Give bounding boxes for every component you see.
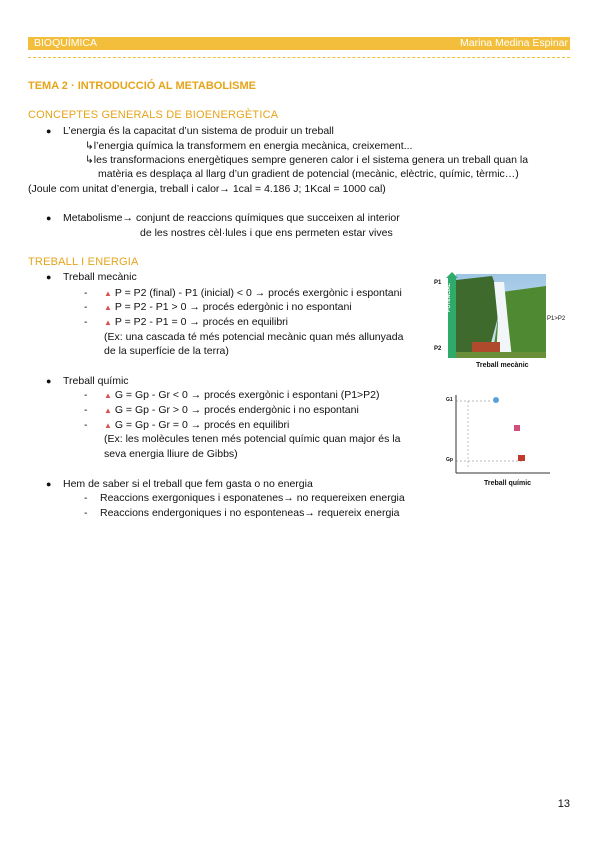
chemical-example-1: (Ex: les molècules tenen més potencial químic quan major és la — [104, 433, 401, 445]
mechanical-line-3: ▲ P = P2 - P1 = 0 → procés en equilibri — [104, 316, 288, 328]
exergonic-note: Reaccions exergoniques i esponatenes→ no requereixen energia — [100, 492, 405, 504]
p1-label: P1 — [434, 280, 442, 286]
mechanical-work-figure — [432, 272, 574, 374]
mechanical-work-label: Treball mecànic — [63, 271, 137, 283]
chemical-line-1: ▲ G = Gp - Gr < 0 → procés exergònic i espontani (P1>P2) — [104, 389, 380, 401]
bullet-icon: ● — [46, 376, 52, 386]
section-heading-work-energy: TREBALL I ENERGIA — [28, 256, 139, 268]
chemical-line-3: ▲ G = Gp - Gr = 0 → procés en equilibri — [104, 419, 290, 431]
dash-icon: - — [84, 404, 88, 416]
dash-icon: - — [84, 389, 88, 401]
dash-icon: - — [84, 287, 88, 299]
header-author: Marina Medina Espinar — [460, 37, 568, 49]
joule-note: (Joule com unitat d’energia, treball i calor→ 1cal = 4.186 J; 1Kcal = 1000 cal) — [28, 183, 386, 195]
dash-icon: - — [84, 507, 88, 519]
bullet-icon: ● — [46, 272, 52, 282]
energy-definition: L’energia és la capacitat d’un sistema de produir un treball — [63, 125, 334, 137]
chemical-figure-caption: Treball químic — [484, 480, 532, 487]
mechanical-figure-caption: Treball mecànic — [476, 362, 529, 369]
triangle-icon: ▲ — [104, 318, 112, 327]
mechanical-line-2: ▲ P = P2 - P1 > 0 → procés edergònic i no espontani — [104, 301, 352, 313]
chemical-work-label: Treball químic — [63, 375, 129, 387]
chemical-example-2: seva energia lliure de Gibbs) — [104, 448, 238, 460]
dash-icon: - — [84, 316, 88, 328]
page-number: 13 — [557, 798, 570, 810]
triangle-icon: ▲ — [104, 406, 112, 415]
p1-gt-p2-label: P1>P2 — [547, 316, 566, 322]
gp-label: Gp — [446, 457, 453, 463]
p2-label: P2 — [434, 346, 442, 352]
chemical-work-figure — [446, 391, 556, 491]
waterfall-illustration — [432, 272, 574, 374]
mechanical-line-1: ▲ P = P2 (final) - P1 (inicial) < 0 → procés exergònic i espontani — [104, 287, 402, 299]
header-divider — [28, 57, 570, 58]
page-title: TEMA 2 · INTRODUCCIÓ AL METABOLISME — [28, 80, 256, 92]
bullet-icon: ● — [46, 126, 52, 136]
energy-diagram — [446, 391, 556, 481]
triangle-icon: ▲ — [104, 391, 112, 400]
dash-icon: - — [84, 419, 88, 431]
energy-sub-2a: ↳les transformacions energètiques sempre generen calor i el sistema genera un treball quan la — [85, 154, 529, 166]
mechanical-example-2: de la superfície de la terra) — [104, 345, 229, 357]
page-header — [28, 37, 570, 50]
g1-label: G1 — [446, 397, 453, 403]
triangle-icon: ▲ — [104, 289, 112, 298]
triangle-icon: ▲ — [104, 421, 112, 430]
endergonic-note: Reaccions endergoniques i no esponteneas→ requereix energia — [100, 507, 400, 519]
bullet-icon: ● — [46, 479, 52, 489]
dash-icon: - — [84, 301, 88, 313]
energy-sub-1: ↳l’energia química la transformem en energia mecànica, creixement... — [85, 140, 413, 152]
header-subject: BIOQUÍMICA — [34, 37, 98, 49]
energy-sub-2b: matèria es desplaça al llarg d’un gradient de potencial (mecànic, elèctric, químic, tèrmic…) — [98, 168, 519, 180]
energy-question: Hem de saber si el treball que fem gasta o no energia — [63, 478, 313, 490]
section-heading-bioenergetics: CONCEPTES GENERALS DE BIOENERGÈTICA — [28, 109, 279, 121]
metabolism-definition-1: Metabolisme→ conjunt de reaccions químiques que succeixen al interior — [63, 212, 400, 224]
potential-axis-label: POTENCIAL — [446, 283, 452, 312]
metabolism-definition-2: de les nostres cèl·lules i que ens permeten estar vives — [140, 227, 393, 239]
mechanical-example-1: (Ex: una cascada té més potencial mecànic quan més allunyada — [104, 331, 404, 343]
dash-icon: - — [84, 492, 88, 504]
bullet-icon: ● — [46, 213, 52, 223]
chemical-line-2: ▲ G = Gp - Gr > 0 → procés endergònic i no espontani — [104, 404, 359, 416]
triangle-icon: ▲ — [104, 303, 112, 312]
